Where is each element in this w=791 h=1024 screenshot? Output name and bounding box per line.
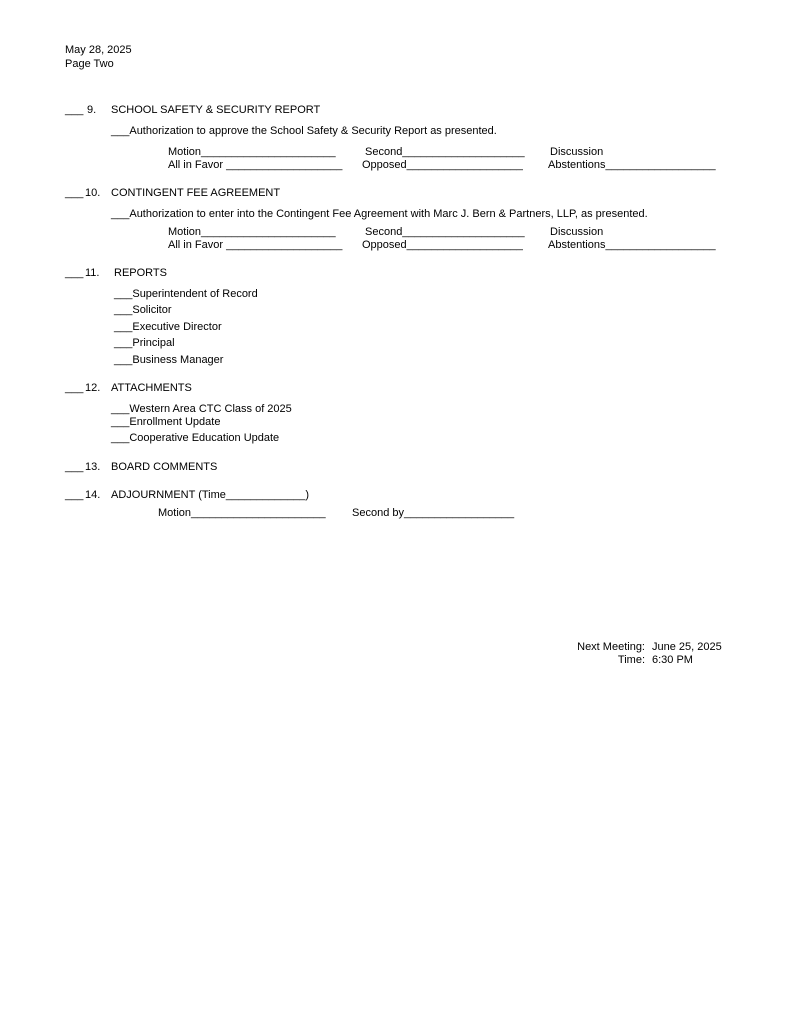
item-10-discussion: Discussion: [550, 226, 604, 238]
item-14-number: 14.: [85, 489, 101, 501]
item-10-all-in-favor: All in Favor ___________________: [168, 239, 343, 251]
header-page: Page Two: [65, 58, 114, 70]
item-9-number: 9.: [87, 104, 97, 116]
attachment-item: ___Enrollment Update: [111, 416, 221, 428]
item-10-opposed: Opposed___________________: [362, 239, 523, 251]
item-10-blank: ___: [65, 187, 84, 199]
item-12-blank: ___: [65, 382, 84, 394]
item-9-abstentions: Abstentions__________________: [548, 159, 716, 171]
report-item: ___Principal: [114, 337, 175, 349]
item-11-title: REPORTS: [114, 267, 167, 279]
item-11-number: 11.: [85, 267, 100, 279]
item-12-title: ATTACHMENTS: [111, 382, 192, 394]
item-13-blank: ___: [65, 461, 84, 473]
item-13-title: BOARD COMMENTS: [111, 461, 218, 473]
attachment-item: ___Western Area CTC Class of 2025: [111, 403, 292, 415]
next-meeting-time-label: Time:: [617, 654, 645, 666]
attachment-item: ___Cooperative Education Update: [111, 432, 280, 444]
item-10-authorization: ___Authorization to enter into the Contingent Fee Agreement with Marc J. Bern & Partners, LLP, as presented.: [111, 208, 648, 220]
item-9-opposed: Opposed___________________: [362, 159, 523, 171]
report-item: ___Business Manager: [114, 354, 224, 366]
report-item: ___Solicitor: [114, 304, 172, 316]
item-13-number: 13.: [85, 461, 101, 473]
item-14-second-by: Second by__________________: [352, 507, 515, 519]
item-12-number: 12.: [85, 382, 101, 394]
report-item: ___Superintendent of Record: [114, 288, 258, 300]
item-9-discussion: Discussion: [550, 146, 604, 158]
item-10-motion: Motion______________________: [168, 226, 336, 238]
item-10-second: Second____________________: [365, 226, 525, 238]
item-9-second: Second____________________: [365, 146, 525, 158]
item-9-all-in-favor: All in Favor ___________________: [168, 159, 343, 171]
header-date: May 28, 2025: [65, 44, 132, 56]
next-meeting-label: Next Meeting:: [577, 641, 645, 653]
item-9-blank: ___: [65, 104, 84, 116]
item-10-title: CONTINGENT FEE AGREEMENT: [111, 187, 281, 199]
item-9-title: SCHOOL SAFETY & SECURITY REPORT: [111, 104, 321, 116]
item-14-motion: Motion______________________: [158, 507, 326, 519]
item-9-authorization: ___Authorization to approve the School Safety & Security Report as presented.: [111, 125, 497, 137]
item-14-title: ADJOURNMENT (Time_____________): [111, 489, 310, 501]
item-14-blank: ___: [65, 489, 84, 501]
item-10-number: 10.: [85, 187, 101, 199]
report-item: ___Executive Director: [114, 321, 222, 333]
item-11-blank: ___: [65, 267, 84, 279]
item-10-abstentions: Abstentions__________________: [548, 239, 716, 251]
item-9-motion: Motion______________________: [168, 146, 336, 158]
next-meeting-date: June 25, 2025: [652, 641, 722, 653]
next-meeting-time: 6:30 PM: [652, 654, 693, 666]
